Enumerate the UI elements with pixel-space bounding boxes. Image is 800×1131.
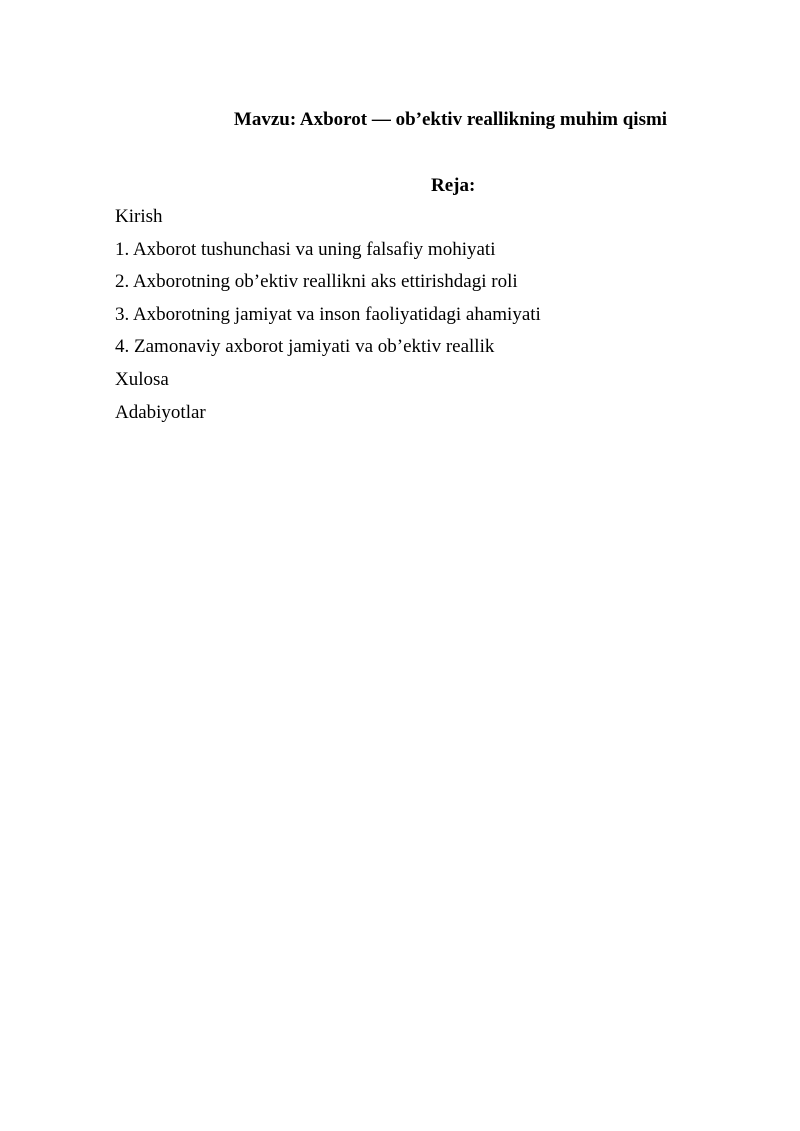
plan-list	[115, 205, 541, 433]
plan-item-2: 2. Axborotning ob’ektiv reallikni aks ettirishdagi roli	[115, 271, 518, 293]
plan-heading: Reja:	[431, 175, 476, 196]
plan-item-conclusion: Xulosa	[115, 368, 169, 390]
plan-item-introduction: Kirish	[115, 206, 163, 227]
document-title: Mavzu: Axborot — ob’ektiv reallikning muhim qismi	[233, 109, 668, 130]
plan-item-4: 4. Zamonaviy axborot jamiyati va ob’ektiv reallik	[115, 336, 495, 358]
plan-item-3: 3. Axborotning jamiyat va inson faoliyatidagi ahamiyati	[115, 303, 541, 325]
plan-item-1: 1. Axborot tushunchasi va uning falsafiy mohiyati	[115, 238, 496, 260]
plan-item-references: Adabiyotlar	[115, 401, 206, 423]
